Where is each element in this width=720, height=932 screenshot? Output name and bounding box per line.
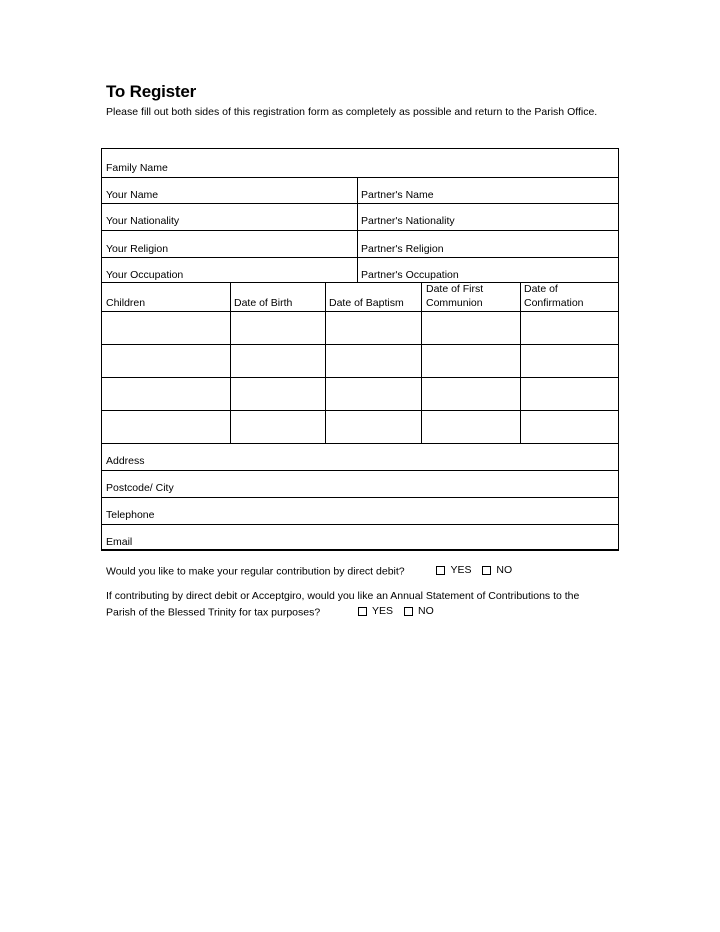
address-label: Address <box>106 455 145 467</box>
date-of-baptism-header: Date of Baptism <box>329 297 404 309</box>
annual-statement-yes-option[interactable] <box>358 603 393 619</box>
direct-debit-no-option[interactable] <box>482 562 512 578</box>
yes-label: YES <box>450 564 472 576</box>
row-divider <box>102 203 618 204</box>
checkbox-icon[interactable] <box>358 607 367 616</box>
children-header: Children <box>106 297 146 309</box>
annual-statement-question-line1: If contributing by direct debit or Acceptgiro, would you like an Annual Statement of Contributions to the <box>106 590 580 602</box>
annual-statement-no-option[interactable] <box>404 603 434 619</box>
row-divider <box>102 443 618 444</box>
confirmation-header-line1: Date of <box>524 283 558 295</box>
partner-nationality-label: Partner's Nationality <box>361 215 455 227</box>
annual-statement-question-line2 <box>106 603 442 621</box>
row-divider <box>102 470 618 471</box>
registration-form <box>101 148 619 551</box>
partner-occupation-label: Partner's Occupation <box>361 269 459 281</box>
column-divider <box>325 282 326 444</box>
first-communion-header-line2: Communion <box>426 297 483 309</box>
column-divider <box>230 282 231 444</box>
page-title: To Register <box>106 82 197 101</box>
no-label: NO <box>496 564 513 576</box>
yes-label: YES <box>372 605 394 617</box>
partner-religion-label: Partner's Religion <box>361 243 444 255</box>
checkbox-icon[interactable] <box>436 566 445 575</box>
your-religion-label: Your Religion <box>106 243 169 255</box>
partner-name-label: Partner's Name <box>361 189 434 201</box>
direct-debit-yes-option[interactable] <box>436 562 471 578</box>
your-occupation-label: Your Occupation <box>106 269 184 281</box>
row-divider <box>102 377 618 378</box>
column-divider <box>421 282 422 444</box>
family-name-label: Family Name <box>106 162 168 174</box>
checkbox-icon[interactable] <box>404 607 413 616</box>
direct-debit-question <box>106 562 520 580</box>
email-label: Email <box>106 536 133 548</box>
intro-text: Please fill out both sides of this registration form as completely as possible and return to the Parish Office. <box>106 106 598 118</box>
date-of-birth-header: Date of Birth <box>234 297 293 309</box>
your-name-label: Your Name <box>106 189 159 201</box>
first-communion-header-line1: Date of First <box>426 283 484 295</box>
row-divider <box>102 344 618 345</box>
annual-statement-question-text: Parish of the Blessed Trinity for tax purposes? <box>106 606 321 619</box>
postcode-city-label: Postcode/ City <box>106 482 174 494</box>
row-divider <box>102 410 618 411</box>
your-nationality-label: Your Nationality <box>106 215 180 227</box>
checkbox-icon[interactable] <box>482 566 491 575</box>
direct-debit-question-text: Would you like to make your regular contribution by direct debit? <box>106 565 405 578</box>
column-divider <box>520 282 521 444</box>
row-divider <box>102 524 618 525</box>
column-divider <box>357 177 358 283</box>
confirmation-header-line2: Confirmation <box>524 297 584 309</box>
row-divider <box>102 311 618 312</box>
no-label: NO <box>417 605 434 617</box>
row-divider <box>102 230 618 231</box>
telephone-label: Telephone <box>106 509 155 521</box>
row-divider <box>102 257 618 258</box>
row-divider <box>102 177 618 178</box>
row-divider <box>102 497 618 498</box>
